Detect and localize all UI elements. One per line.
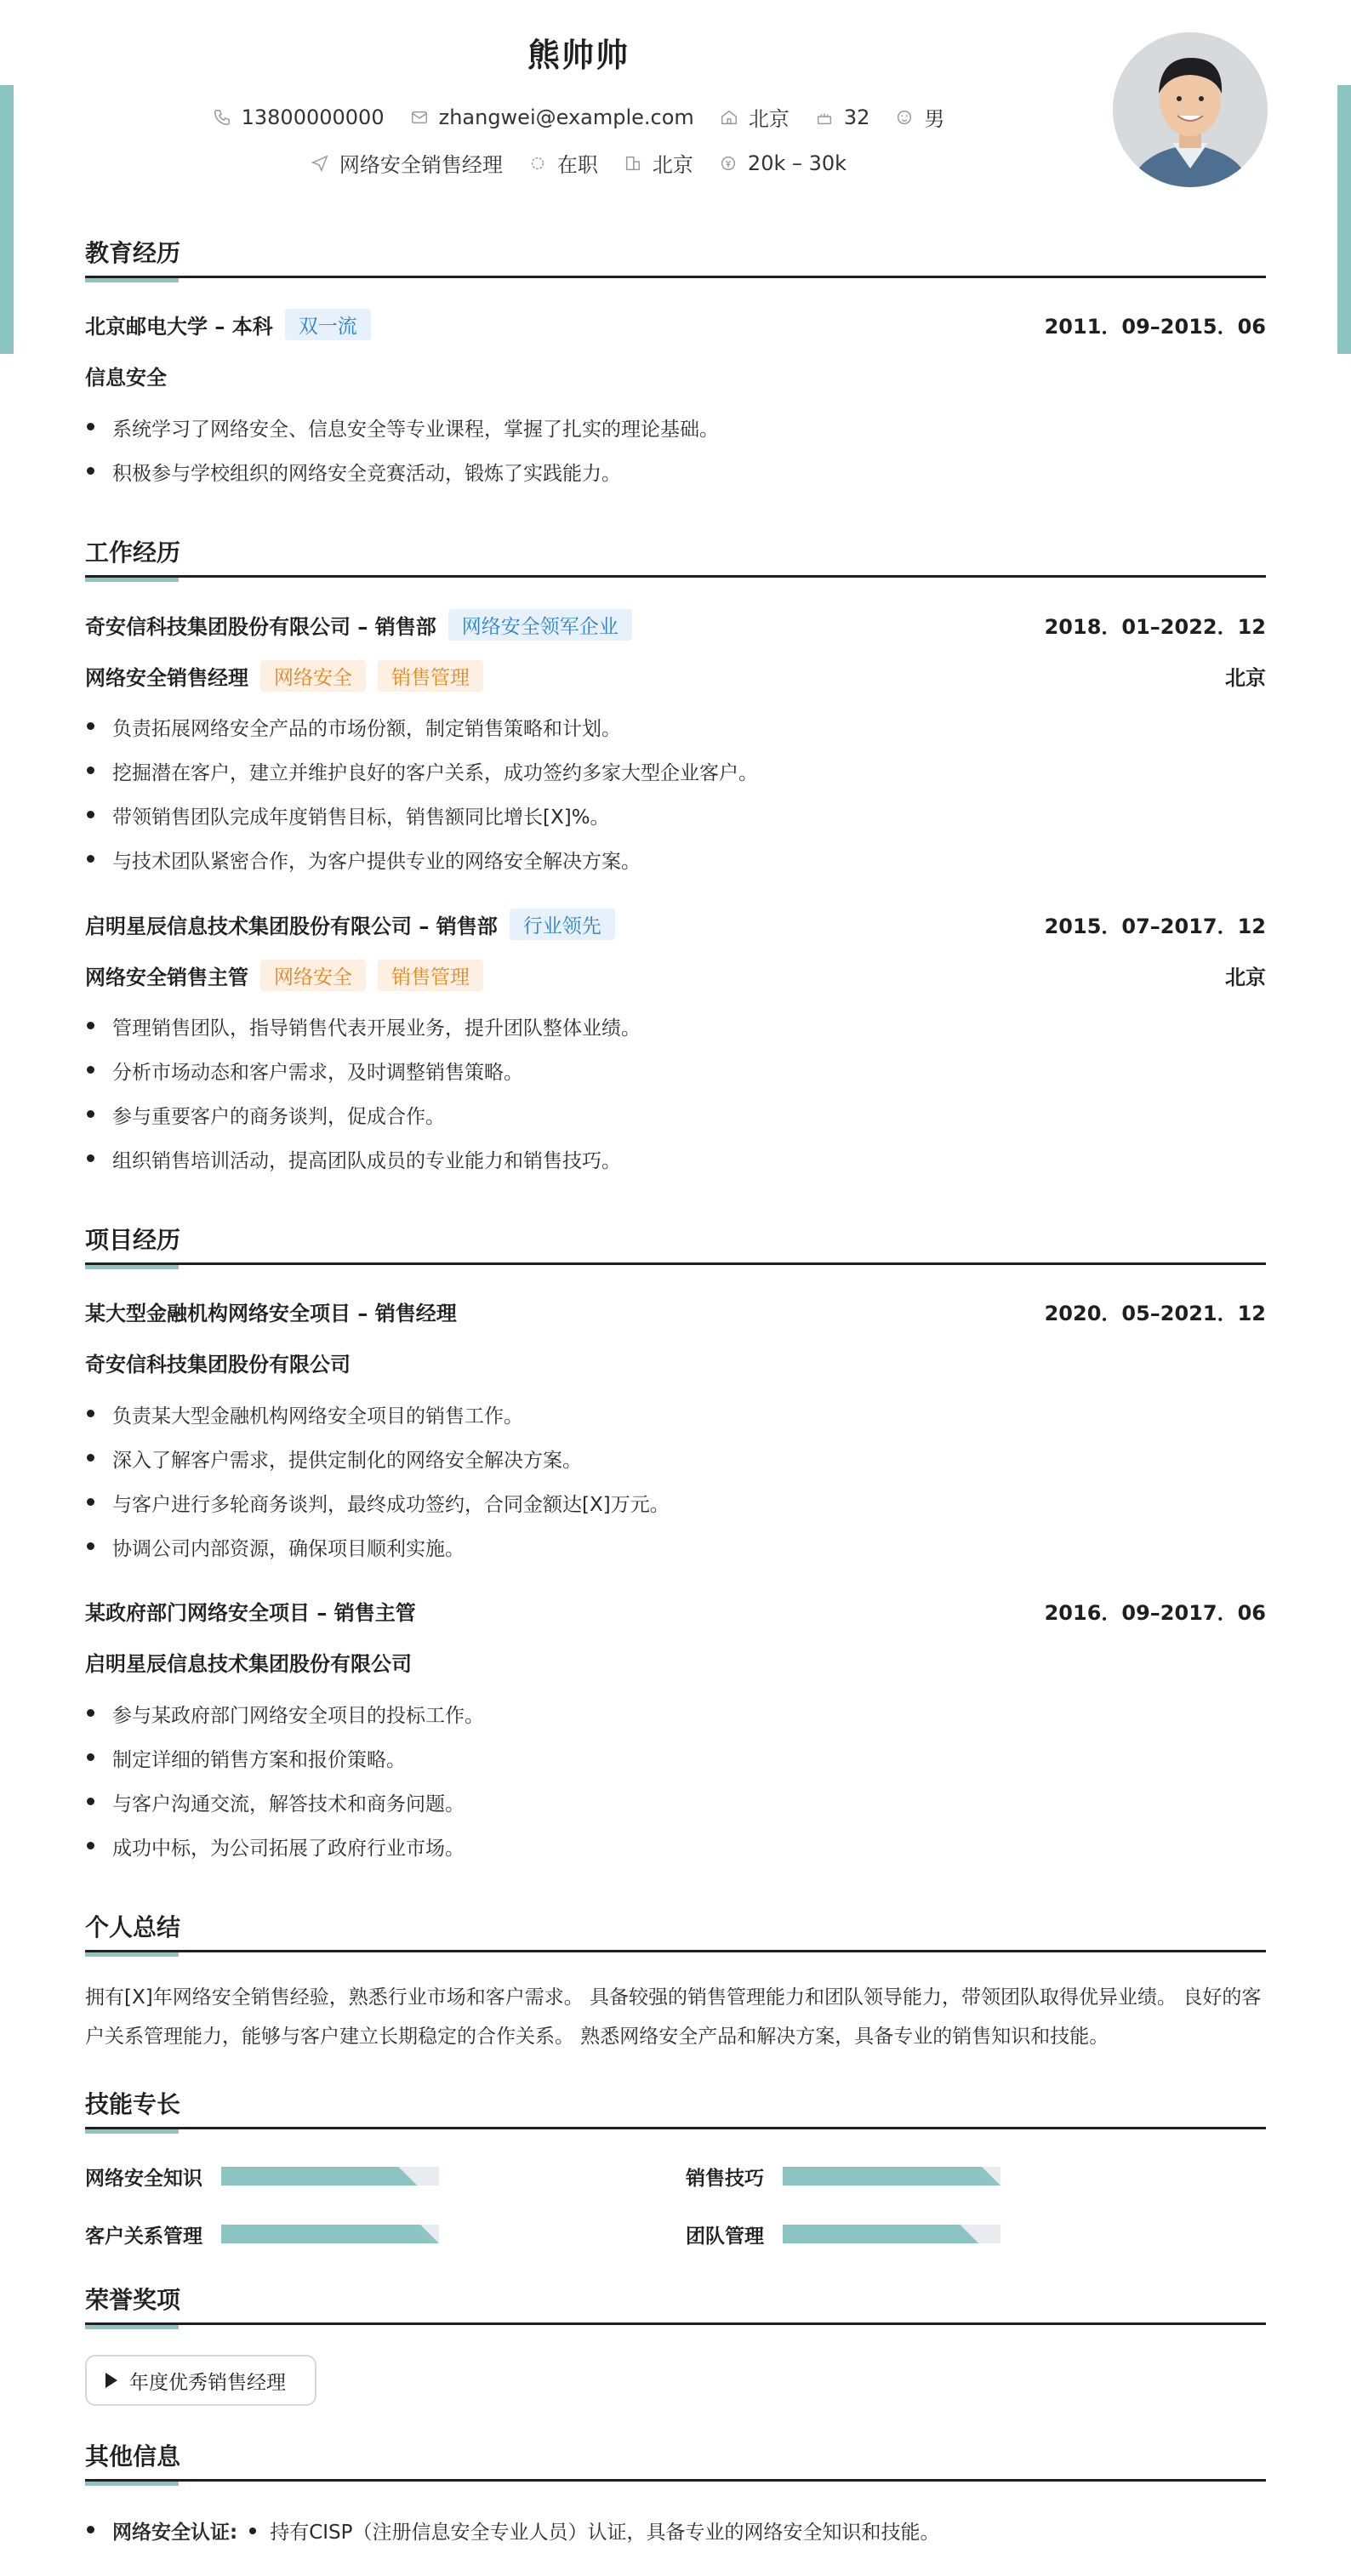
status-item: [528, 148, 598, 178]
job-role-row: [85, 660, 1266, 692]
other-info-label: 网络安全认证:: [112, 2522, 238, 2544]
company-name: 启明星辰信息技术集团股份有限公司 – 销售部: [85, 915, 498, 938]
section-rule: [85, 575, 1266, 578]
job-date: 2015．07–2017．12: [1044, 915, 1266, 938]
list-item: 深入了解客户需求，提供定制化的网络安全解决方案。: [85, 1445, 1266, 1473]
school-tag: 双一流: [285, 309, 371, 340]
section-rule-accent: [85, 2129, 179, 2134]
skill-bar: [221, 2225, 439, 2243]
role-tag: 网络安全: [260, 960, 366, 991]
target-city-item: [624, 148, 693, 178]
hometown: 北京: [748, 107, 790, 131]
skill-bar-fill: [221, 2167, 417, 2186]
section-rule: [85, 276, 1266, 278]
list-item: 系统学习了网络安全、信息安全等专业课程，掌握了扎实的理论基础。: [85, 413, 1266, 442]
other-title: 其他信息: [85, 2442, 181, 2471]
project-company-row: [85, 1647, 1266, 1677]
mail-icon: [410, 108, 429, 127]
avatar-photo: [1113, 32, 1268, 187]
skill-bar-fill: [783, 2167, 1000, 2186]
job-role: 网络安全销售主管: [85, 966, 248, 989]
bullet-dot-icon: [249, 2528, 256, 2534]
money-icon: [719, 154, 738, 173]
skill-name: 客户关系管理: [85, 2226, 202, 2248]
summary-text: 拥有[X]年网络安全销售经验，熟悉行业市场和客户需求。 具备较强的销售管理能力和团队领导能力，带领团队取得优异业绩。 良好的客户关系管理能力，能够与客户建立长期稳定的合作关系。 熟悉网络安全产品和解决方案，具备专业的销售知识和技能。: [85, 1986, 1262, 2048]
summary-title: 个人总结: [85, 1913, 181, 1941]
skill-name: 网络安全知识: [85, 2168, 202, 2190]
awards-title: 荣誉奖项: [85, 2286, 181, 2314]
cake-icon: [815, 108, 834, 127]
list-item: 与客户沟通交流，解答技术和商务问题。: [85, 1788, 1266, 1816]
job-role: 网络安全销售经理: [85, 666, 248, 690]
section-rule-accent: [85, 1265, 179, 1269]
major-row: [85, 361, 1266, 390]
skill-name: 团队管理: [686, 2226, 764, 2248]
building-icon: [624, 154, 642, 173]
section-rule: [85, 1262, 1266, 1265]
award-label: 年度优秀销售经理: [129, 2371, 286, 2394]
gender-item: [895, 102, 944, 132]
phone-icon: [213, 108, 231, 127]
section-rule: [85, 2322, 1266, 2325]
age-item: [815, 102, 870, 132]
list-item: 成功中标，为公司拓展了政府行业市场。: [85, 1832, 1266, 1861]
skills-title: 技能专长: [85, 2090, 181, 2118]
triangle-right-icon: [105, 2373, 117, 2388]
list-item: 与客户进行多轮商务谈判，最终成功签约，合同金额达[X]万元。: [85, 1489, 1266, 1517]
email-item: [410, 102, 694, 132]
projects-title: 项目经历: [85, 1226, 181, 1254]
section-rule-accent: [85, 2482, 179, 2486]
skill-bar-fill: [783, 2225, 978, 2243]
other-info-item: [85, 2516, 1266, 2545]
phone-number: 13800000000: [241, 105, 385, 129]
project-name: 某大型金融机构网络安全项目 – 销售经理: [85, 1302, 457, 1325]
section-rule: [85, 1950, 1266, 1952]
award-item-toggle[interactable]: [85, 2355, 316, 2406]
list-item: 协调公司内部资源，确保项目顺利实施。: [85, 1533, 1266, 1561]
education-date: 2011．09–2015．06: [1044, 315, 1266, 339]
skill-bar: [783, 2225, 1000, 2243]
target-role-item: [311, 148, 503, 178]
project-company: 奇安信科技集团股份有限公司: [85, 1353, 351, 1376]
summary-section: [85, 1911, 1266, 1952]
salary-item: [719, 148, 847, 178]
avatar-portrait-icon: [1113, 32, 1268, 187]
salary-range: 20k – 30k: [747, 151, 847, 175]
target-role: 网络安全销售经理: [339, 153, 503, 177]
project-date: 2020．05–2021．12: [1044, 1302, 1266, 1325]
section-rule: [85, 2479, 1266, 2482]
project-company-row: [85, 1348, 1266, 1377]
list-item: 负责某大型金融机构网络安全项目的销售工作。: [85, 1400, 1266, 1428]
education-header-row: [85, 309, 1266, 340]
list-item: 挖掘潜在客户，建立并维护良好的客户关系，成功签约多家大型企业客户。: [85, 757, 1266, 785]
company-tag: 网络安全领军企业: [448, 609, 632, 641]
company-tag: 行业领先: [510, 909, 615, 940]
section-rule: [85, 2127, 1266, 2129]
job-header-row: [85, 609, 1266, 641]
company-name: 奇安信科技集团股份有限公司 – 销售部: [85, 615, 436, 639]
list-item: 积极参与学校组织的网络安全竞赛活动，锻炼了实践能力。: [85, 458, 1266, 486]
job-date: 2018．01–2022．12: [1044, 615, 1266, 639]
list-item: 参与某政府部门网络安全项目的投标工作。: [85, 1700, 1266, 1728]
skill-bar: [783, 2167, 1000, 2186]
send-icon: [311, 154, 329, 173]
left-accent-bar: [0, 85, 14, 354]
role-tag: 销售管理: [378, 960, 483, 991]
project-header-row: [85, 1596, 1266, 1626]
job-intent-row: [85, 148, 1072, 178]
section-rule-accent: [85, 2325, 179, 2329]
education-section: [85, 237, 1266, 278]
home-icon: [720, 108, 738, 127]
role-tag: 销售管理: [378, 660, 483, 692]
skill-bar-fill: [221, 2225, 439, 2243]
project-company: 启明星辰信息技术集团股份有限公司: [85, 1652, 412, 1676]
contact-row: [85, 102, 1072, 132]
phone-item: [213, 102, 385, 132]
hometown-item: [720, 102, 790, 132]
section-rule-accent: [85, 278, 179, 282]
skill-name: 销售技巧: [686, 2168, 764, 2190]
age: 32: [843, 105, 870, 129]
job-header-row: [85, 909, 1266, 940]
skills-section: [85, 2088, 1266, 2129]
project-header-row: [85, 1297, 1266, 1326]
awards-section: [85, 2283, 1266, 2325]
work-title: 工作经历: [85, 539, 181, 567]
role-tag: 网络安全: [260, 660, 366, 692]
gender-icon: [895, 108, 914, 127]
list-item: 参与重要客户的商务谈判，促成合作。: [85, 1101, 1266, 1129]
list-item: 组织销售培训活动，提高团队成员的专业能力和销售技巧。: [85, 1145, 1266, 1173]
section-rule-accent: [85, 1952, 179, 1957]
section-rule-accent: [85, 578, 179, 582]
list-item: 分析市场动态和客户需求，及时调整销售策略。: [85, 1057, 1266, 1085]
job-city: 北京: [1225, 966, 1266, 989]
list-item: 与技术团队紧密合作，为客户提供专业的网络安全解决方案。: [85, 846, 1266, 874]
target-city: 北京: [652, 153, 693, 177]
major: 信息安全: [85, 366, 167, 390]
candidate-name: 熊帅帅: [527, 37, 630, 74]
job-role-row: [85, 960, 1266, 991]
list-item: 管理销售团队，指导销售代表开展业务，提升团队整体业绩。: [85, 1012, 1266, 1040]
other-info-text: 持有CISP（注册信息安全专业人员）认证，具备专业的网络安全知识和技能。: [270, 2522, 940, 2544]
other-section: [85, 2440, 1266, 2482]
email-address: zhangwei@example.com: [438, 105, 694, 129]
project-date: 2016．09–2017．06: [1044, 1601, 1266, 1625]
list-item: 带领销售团队完成年度销售目标，销售额同比增长[X]%。: [85, 801, 1266, 829]
list-item: 制定详细的销售方案和报价策略。: [85, 1744, 1266, 1772]
school-name: 北京邮电大学 – 本科: [85, 315, 273, 339]
skill-bar: [221, 2167, 439, 2186]
list-item: 负责拓展网络安全产品的市场份额，制定销售策略和计划。: [85, 713, 1266, 741]
project-name: 某政府部门网络安全项目 – 销售主管: [85, 1601, 416, 1625]
gender: 男: [924, 107, 945, 131]
right-accent-bar: [1337, 85, 1351, 354]
employment-status: 在职: [556, 153, 598, 177]
projects-section: [85, 1223, 1266, 1265]
status-icon: [528, 154, 547, 173]
work-section: [85, 536, 1266, 578]
education-title: 教育经历: [85, 239, 181, 267]
job-city: 北京: [1225, 666, 1266, 690]
